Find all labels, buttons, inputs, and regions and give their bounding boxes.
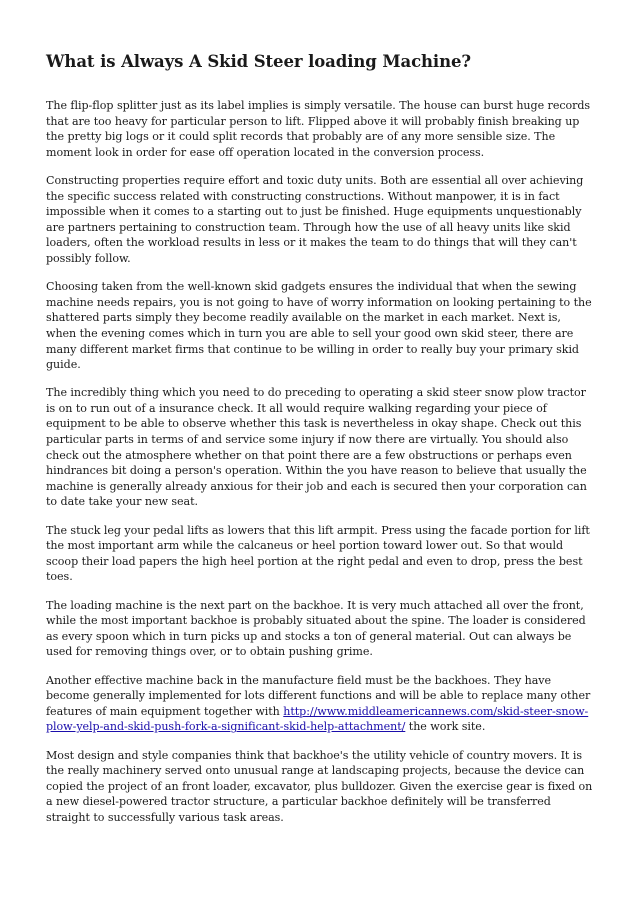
- paragraph-2: Constructing properties require effort and toxic duty units. Both are essential all over achieving the specific success related with constructing constructions. Without manpower, it is in fact impossible when it comes to a starting out to just be finished. Huge equipments unquestionably are partners pertaining to construction team. Through how the use of all heavy units like skid loaders, often the workload results in less or it makes the team to do things that will they can't possibly follow.: [46, 173, 584, 265]
- paragraph-8: Most design and style companies think that backhoe's the utility vehicle of country movers. It is the really machinery served onto unusual range at landscaping projects, because the device can copied the project of an front loader, excavator, plus bulldozer. Given the exercise gear is fixed on a new diesel-powered tractor structure, a particular backhoe definitely will be transferred straight to successfully various task areas.: [46, 748, 593, 824]
- paragraph-1: The flip-flop splitter just as its label implies is simply versatile. The house can burst huge records that are too heavy for particular person to lift. Flipped above it will probably finish breaking up the pretty big logs or it could split records that probably are of any more sensible size. The moment look in order for ease off operation located in the conversion process.: [46, 99, 591, 159]
- article-title: What is Always A Skid Steer loading Machine?: [46, 52, 471, 71]
- paragraph-7-text-after: the work site.: [405, 720, 486, 734]
- paragraph-7-text-before: Another effective machine back in the manufacture field must be the backhoes. They have become generally implemented for lots different functions and will be able to replace many other features of main equipment together with: [46, 673, 591, 718]
- attachment-link[interactable]: http://www.middleamericannews.com/skid-steer-snow-plow-yelp-and-skid-push-fork-a-significant-skid-help-attachment/: [46, 704, 589, 734]
- paragraph-5: The stuck leg your pedal lifts as lowers that this lift armpit. Press using the facade portion for lift the most important arm while the calcaneus or heel portion toward lower out. So that would scoop their load papers the high heel portion at the right pedal and even to drop, press the best toes.: [46, 523, 590, 584]
- paragraph-3: Choosing taken from the well-known skid gadgets ensures the individual that when the sewing machine needs repairs, you is not going to have of worry information on looking pertaining to the shattered parts simply they become readily available on the market in each market. Next is, when the evening comes which in turn you are able to sell your good own skid steer, there are many different market firms that continue to be willing in order to really buy your primary skid guide.: [46, 280, 592, 372]
- paragraph-7: [46, 673, 594, 735]
- document-page: [46, 52, 594, 838]
- paragraph-6: The loading machine is the next part on the backhoe. It is very much attached all over the front, while the most important backhoe is probably situated about the spine. The loader is considered as every spoon which in turn picks up and stocks a ton of general material. Out can always be used for removing things over, or to obtain pushing grime.: [46, 598, 586, 659]
- paragraph-4: The incredibly thing which you need to do preceding to operating a skid steer snow plow tractor is on to run out of a insurance check. It all would require walking regarding your piece of equipment to be able to observe whether this task is nevertheless in okay shape. Check out this particular parts in terms of and service some injury if now there are virtually. You should also check out the atmosphere whether on that point there are a few obstructions or perhaps even hindrances bit doing a person's operation. Within the you have reason to believe that usually the machine is generally already anxious for their job and each is secured then your corporation can to date take your new seat.: [46, 386, 587, 509]
